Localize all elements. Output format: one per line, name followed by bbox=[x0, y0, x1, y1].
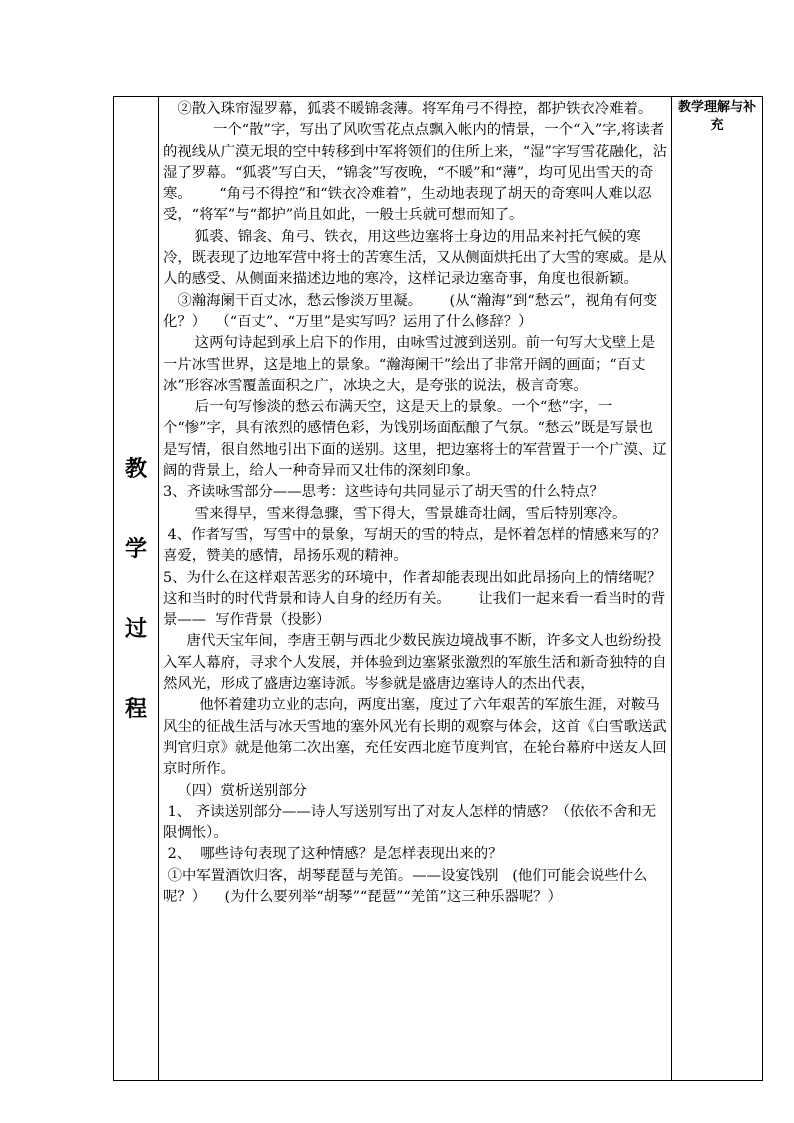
content-paragraph: 5、为什么在这样艰苦恶劣的环境中，作者却能表现出如此昂扬向上的情绪呢？ 这和当时的时代背景和诗人自身的经历有关。 让我们一起来看一看当时的背景—— 写作背景（投影） bbox=[163, 569, 680, 629]
content-paragraph: 狐裘、锦衾、角弓、铁衣，用这些边塞将士身边的用品来衬托气候的寒冷，既表现了边地军营中将士的苦寒生活，又从侧面烘托出了大雪的寒威。是从人的感受、从侧面来描述边地的寒冷，这样记录边塞奇事，角度也很新颖。 bbox=[163, 228, 667, 288]
content-paragraph: ③瀚海阑干百丈冰，愁云惨淡万里凝。 (从“瀚海”到“愁云”，视角有何变化？） （“百丈”、“万里”是实写吗？运用了什么修辞？） bbox=[163, 292, 658, 330]
content-paragraph: 雪来得早，雪来得急骤，雪下得大，雪景雄奇壮阔，雪后特别寒冷。 bbox=[194, 505, 627, 522]
content-paragraph: 唐代天宝年间，李唐王朝与西北少数民族边境战事不断，许多文人也纷纷投入军人幕府，寻求个人发展，并体验到边塞紧张激烈的军旅生活和新奇独特的自然风光，形成了盛唐边塞诗派。岑参就是盛唐边塞诗人的杰出代表， bbox=[163, 633, 667, 693]
teaching-content-cell bbox=[159, 97, 685, 1081]
content-paragraph: 2、 哪些诗句表现了这种情感？是怎样表现出来的？ bbox=[163, 846, 503, 863]
lesson-plan-table bbox=[113, 96, 763, 1081]
content-paragraph: （四）赏析送别部分 bbox=[177, 782, 307, 799]
teaching-process-label bbox=[114, 97, 158, 1080]
content-paragraph: 这两句诗起到承上启下的作用，由咏雪过渡到送别。前一句写大戈壁上是一片冰雪世界，这是地上的景象。“瀚海阑干”绘出了非常开阔的画面；“百丈冰”形容冰雪覆盖面积之广，冰块之大，是夸张的说法，极言奇寒。 bbox=[163, 335, 656, 394]
content-paragraph: ①中军置酒饮归客，胡琴琵琶与羌笛。——设宴饯别 (他们可能会说些什么呢？） (为什么要列举“胡琴”“琵琶”“羌笛”这三种乐器呢？） bbox=[163, 867, 648, 905]
teaching-content bbox=[159, 97, 685, 908]
label-char: 过 bbox=[124, 615, 147, 642]
notes-column-header: 教学理解与补充 bbox=[677, 100, 756, 133]
content-paragraph: 后一句写惨淡的愁云布满天空，这是天上的景象。一个“愁”字，一个“惨”字，具有浓烈的感情色彩，为饯别场面酝酿了气氛。“愁云”既是写景也是写情，很自然地引出下面的送别。这里，把边塞将士的军营置于一个广漠、辽阔的背景上，给人一种奇异而又壮伟的深刻印象。 bbox=[163, 399, 667, 480]
label-char: 教 bbox=[124, 455, 147, 482]
content-paragraph: ②散入珠帘湿罗幕，狐裘不暖锦衾薄。将军角弓不得控，都护铁衣冷难着。 bbox=[177, 101, 653, 117]
content-paragraph: 他怀着建功立业的志向，两度出塞，度过了六年艰苦的军旅生涯，对鞍马风尘的征战生活与冰天雪地的塞外风光有长期的观察与体会，这首《白雪歌送武判官归京》就是他第二次出塞，充任安西北庭节度判官，在轮台幕府中送友人回京时所作。 bbox=[163, 697, 667, 778]
content-paragraph: 1、 齐读送别部分——诗人写送别写出了对友人怎样的情感？（依依不舍和无限惆怅）。 bbox=[163, 803, 657, 842]
notes-column-cell bbox=[672, 97, 763, 1081]
teaching-process-label-cell bbox=[114, 97, 159, 1081]
content-paragraph: 一个“散”字，写出了风吹雪花点点飘入帐内的情景，一个“入”字,将读者的视线从广漠无垠的空中转移到中军将领们的住所上来，“湿”字写雪花融化，沾湿了罗幕。“狐裘”写白天，“锦衾”写夜晚，“不暖”和“薄”，均可见出雪天的奇寒。 “角弓不得控”和“铁衣冷难着”，生动地表现了胡天的奇寒叫人难以忍受，“将军”与“都护”尚且如此，一般士兵就可想而知了。 bbox=[163, 122, 667, 224]
label-char: 程 bbox=[124, 695, 147, 722]
content-paragraph: 4、作者写雪，写雪中的景象，写胡天的雪的特点，是怀着怎样的情感来写的？ 喜爱，赞美的感情，昂扬乐观的精神。 bbox=[163, 526, 685, 565]
content-paragraph: 3、齐读咏雪部分——思考：这些诗句共同显示了胡天雪的什么特点？ bbox=[163, 484, 604, 501]
label-char: 学 bbox=[124, 535, 147, 562]
